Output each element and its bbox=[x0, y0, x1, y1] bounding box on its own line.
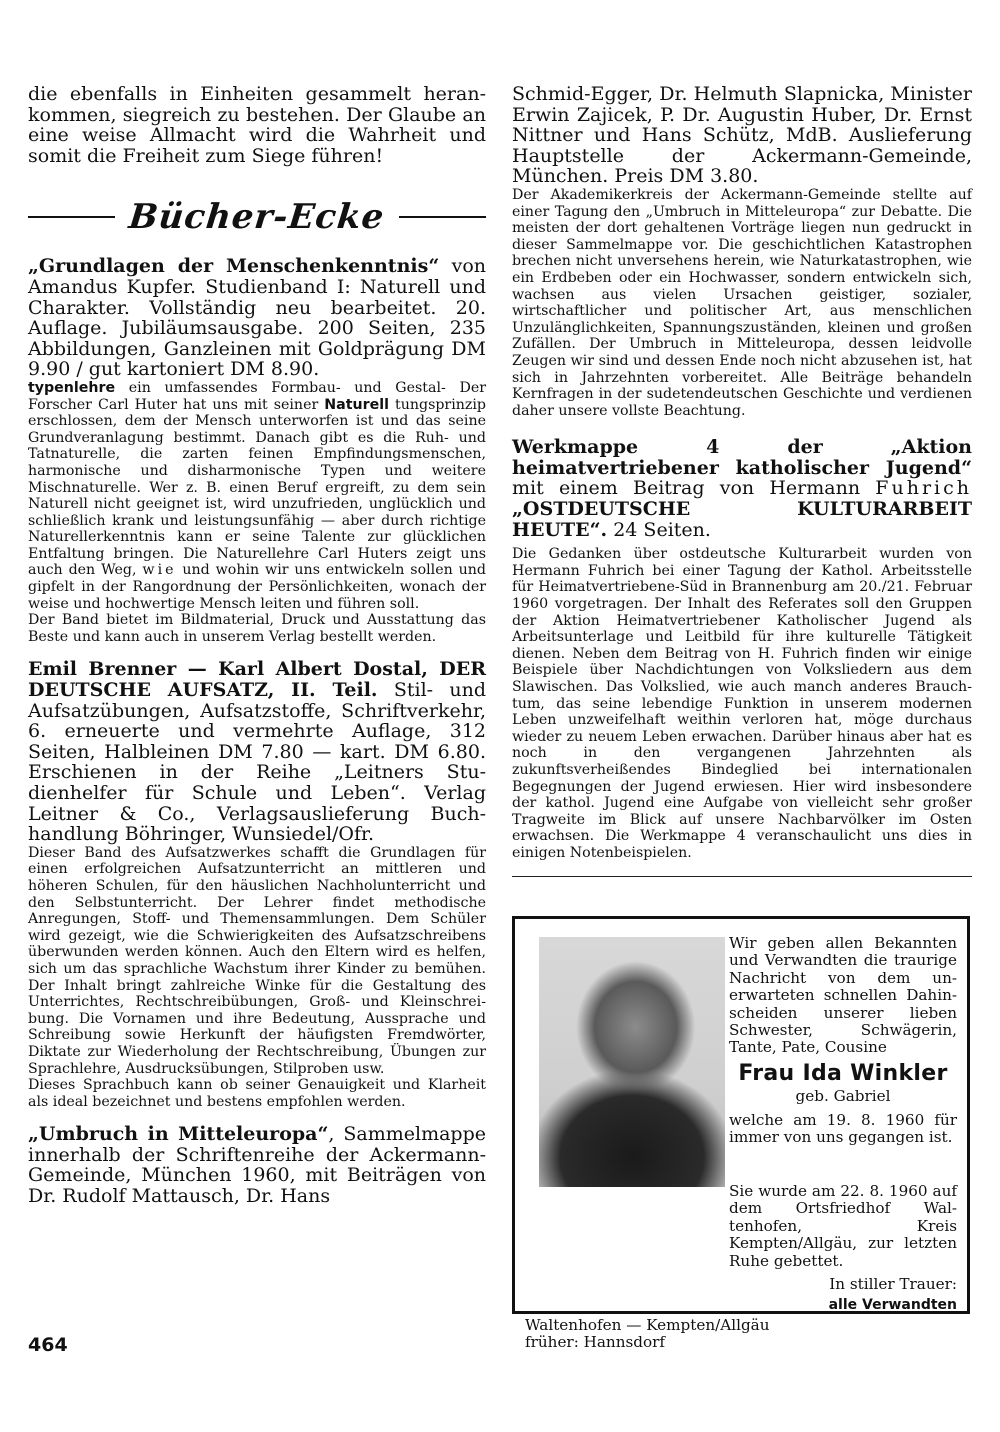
book3-entry bbox=[28, 1124, 486, 1206]
book4-entry bbox=[512, 437, 972, 540]
book3-continued: Schmid-Egger, Dr. Helmuth Slapnicka, Minister Erwin Zajicek, P. Dr. Augustin Huber, Dr. Ernst Nittner und Hans Schütz, MdB. Auslieferung Hauptstelle der Ackermann-Gemeinde, München. Preis DM 3.80. bbox=[512, 83, 972, 188]
burial-info: Sie wurde am 22. 8. 1960 auf dem Ortsfriedhof Waltenhofen, Kreis Kempten/Allgäu, zur letzten Ruhe gebettet. bbox=[729, 1182, 957, 1270]
page-number: 464 bbox=[28, 1334, 68, 1356]
book1-details: von Amandus Kupfer. Studienband I: Naturell und Charakter. Vollständig neu bearbeitet. 20. Auflage. Jubiläumsausgabe. 200 Seiten, 235 Abbildungen, Ganzleinen mit Goldprägung DM 9.90 / gut kartoniert DM 8.90. bbox=[28, 255, 487, 381]
book3-title: „Umbruch in Mitteleuropa“ bbox=[28, 1123, 329, 1146]
death-date: welche am 19. 8. 1960 für immer von uns gegangen ist. bbox=[729, 1110, 957, 1147]
book4-pages: 24 Seiten. bbox=[607, 518, 711, 541]
portrait-photo bbox=[539, 937, 725, 1187]
book1-spaced: wie bbox=[142, 562, 177, 579]
obituary-notice bbox=[512, 916, 970, 1352]
book2-review: Dieser Band des Aufsatzwerkes schafft die Grundlagen für einen erfolgreichen Aufsatzunterricht an mittleren und höheren Schulen, für den häuslichen Nachholunterricht und den Selbstunterricht. Der Lehrer findet methodische Anregungen, Stoff- und Themensammlungen. Dem Schüler wird gezeigt, wie die Schwierigkeiten des Aufsatzschreibens überwunden werden können. Auch den Eltern wird es helfen, sich um das sprachliche Wachstum ihrer Kinder zu bemühen. Der Inhalt bringt zahlreiche Winke für die Gestaltung des Unterrichtes, Rechtschreibübungen, Groß- und Kleinschreibung. Die Vornamen und ihre Bedeutung, Aussprache und Schreibung sowie Herkunft der häufigsten Fremdwörter, Diktate zur Wiederholung der Rechtschreibung, Übungen zur Sprachlehre, Ausdrucksübungen, Stilproben usw. bbox=[28, 844, 486, 1077]
book1-lead: typenlehre bbox=[28, 379, 116, 396]
book2-details: Stil- und Aufsatzübungen, Aufsatzstoffe, Schriftverkehr, 6. erneuerte und vermehrte Auflage, 312 Seiten, Halbleinen DM 7.80 — kart. DM 6.80. Erschienen in der Reihe „Leitners Studienhelfer für Schule und Leben“. Verlag Leitner & Co., Verlagsauslieferung Buchhandlung Böhringer, Wunsiedel/Ofr. bbox=[28, 679, 486, 846]
heading-rule-right bbox=[399, 216, 486, 218]
book4-title: Werkmappe 4 der „Aktion heimatvertriebener katholischer Jugend“ bbox=[512, 436, 972, 479]
birth-name: geb. Gabriel bbox=[795, 1087, 891, 1106]
book2-title: Emil Brenner — Karl Albert Dostal, DER DEUTSCHE AUFSATZ, II. Teil. bbox=[28, 658, 486, 702]
section-title: Bücher-Ecke bbox=[127, 197, 387, 238]
left-column bbox=[28, 84, 486, 1207]
book4-author: Fuhrich bbox=[875, 477, 972, 500]
book1-entry bbox=[28, 256, 486, 380]
intro-paragraph: die ebenfalls in Einheiten gesammelt herankommen, siegreich zu bestehen. Der Glaube an eine weise Allmacht wird die Wahrheit und somit die Freiheit zum Siege führen! bbox=[28, 83, 486, 167]
relatives: alle Verwandten bbox=[828, 1297, 957, 1314]
book4-review: Die Gedanken über ostdeutsche Kulturarbeit wurden von Hermann Fuhrich bei einer Tagung der Kathol. Arbeitsstelle für Heimatvertriebene-Süd in Brannenburg am 20./21. Februar 1960 vorgetragen. Der Inhalt des Referates soll den Gruppen der Aktion Heimatvertriebener Katholischer Jugend als Arbeitsunterlage und Leitbild für ihre kulturelle Tätigkeit dienen. Neben dem Beitrag von H. Fuhrich finden wir einige Beispiele über Nachdichtungen von Volksliedern aus dem Slawischen. Das Volkslied, wie auch manch anderes Brauchtum, das seine lebendige Funktion in unserem modernen Leben unzweifelhaft weithin verloren hat, möge durchaus wieder zu neuem Leben erwachen. Darüber hinaus aber hat es noch in den vergangenen Jahrzehnten als zukunftsverheißendes Bindeglied bei internationalen Begegnungen der Jugend erwiesen. Hier wird insbesondere der kathol. Jugend eine Aufgabe von vielleicht sehr großer Tragweite im Blick auf unsere Nachbarvölker im Osten erwachsen. Die Werkmappe 4 veranschaulicht uns dies in einigen Notenbeispielen. bbox=[512, 546, 972, 861]
book1-title: „Grundlagen der Menschenkenntnis“ bbox=[28, 255, 440, 278]
book4-title2: „OSTDEUTSCHE KULTURARBEIT HEUTE“. bbox=[512, 498, 972, 541]
book1-review bbox=[28, 380, 486, 612]
book2-review-2: Dieses Sprachbuch kann ob seiner Genauigkeit und Klarheit als ideal bezeichnet und bestens empfohlen werden. bbox=[28, 1077, 486, 1110]
book3-review: Der Akademikerkreis der Ackermann-Gemeinde stellte auf einer Tagung den „Umbruch in Mitteleuropa“ zur Debatte. Die meisten der dort gehaltenen Vorträge liegen nun gedruckt in dieser Sammelmappe vor. Die geschichtlichen Katastrophen brechen nicht unversehens herein, wie Naturkatastrophen, wie ein Erdbeben oder ein Hochwasser, sondern entwickeln sich, wachsen aus vielen Ursachen geistiger, sozialer, wirtschaftlicher und politischer Art, aus menschlichen Unzulänglichkeiten, Spannungszuständen, kleinen und großen Zufällen. Der Umbruch in Mitteleuropa, dessen leidvolle Zeugen wir sind und dessen Ende noch nicht abzusehen ist, hat sich in Jahrzehnten vorbereitet. Alle Beiträge behandeln Kernfragen in der sudetendeutschen Geschichte und verdienen daher unsere vollste Beachtung. bbox=[512, 186, 972, 419]
burial-text bbox=[525, 1183, 957, 1352]
formerly: früher: Hannsdorf bbox=[525, 1333, 666, 1352]
deceased-name: Frau Ida Winkler bbox=[738, 1060, 948, 1086]
book1-bold2: Naturell bbox=[324, 396, 389, 413]
mourning-label: In stiller Trauer: bbox=[829, 1275, 957, 1294]
book1-body1: ein umfassendes Formbau- und Gestal- Der Forscher Carl Huter hat uns mit seiner bbox=[28, 379, 486, 413]
place: Waltenhofen — Kempten/Allgäu bbox=[525, 1315, 770, 1334]
heading-rule-left bbox=[28, 216, 115, 218]
book1-review-2: Der Band bietet im Bildmaterial, Druck und Ausstattung das Beste und kann auch in unserem Verlag bestellt werden. bbox=[28, 612, 486, 645]
book2-entry bbox=[28, 659, 486, 844]
book1-body3: und wohin wir uns entwickeln sollen und gipfelt in der Rangordnung der Persönlichkeiten, wonach der weise und hochwertige Mensch leiten und führen soll. bbox=[28, 562, 486, 612]
divider bbox=[512, 876, 972, 877]
notice-intro: Wir geben allen Bekannten und Verwandten die traurige Nachricht von dem unerwarteten schnellen Dahinscheiden unserer lieben Schwester, Schwägerin, Tante, Pate, Cousine bbox=[729, 934, 957, 1057]
section-heading bbox=[28, 192, 486, 242]
right-column bbox=[512, 84, 972, 877]
book1-body2: tungsprinzip erschlossen, dem der Mensch unterworfen ist und das seine Grundveranlagung bestimmt. Danach gibt es die Ruh- und Tatnaturelle, die zarten feinen Empfindungsmenschen, harmonische und disharmonische Typen und weitere Mischnaturelle. Wer z. B. einen Beruf ergreift, zu dem sein Naturell nicht geeignet ist, wird unzufrieden, unglücklich und schließlich krank und leistungsunfähig — aber durch richtige Naturellerkenntnis kann er seine Talente zur glücklichen Entfaltung bringen. Die Naturellehre Carl Huters zeigt uns auch den Weg, bbox=[28, 396, 486, 579]
notice-text bbox=[729, 935, 957, 1146]
book4-mid: mit einem Beitrag von Hermann bbox=[512, 477, 876, 500]
book3-details: , Sammelmappe innerhalb der Schriftenreihe der Ackermann-Gemeinde, München 1960, mit Beiträgen von Dr. Rudolf Mattausch, Dr. Hans bbox=[28, 1123, 486, 1208]
